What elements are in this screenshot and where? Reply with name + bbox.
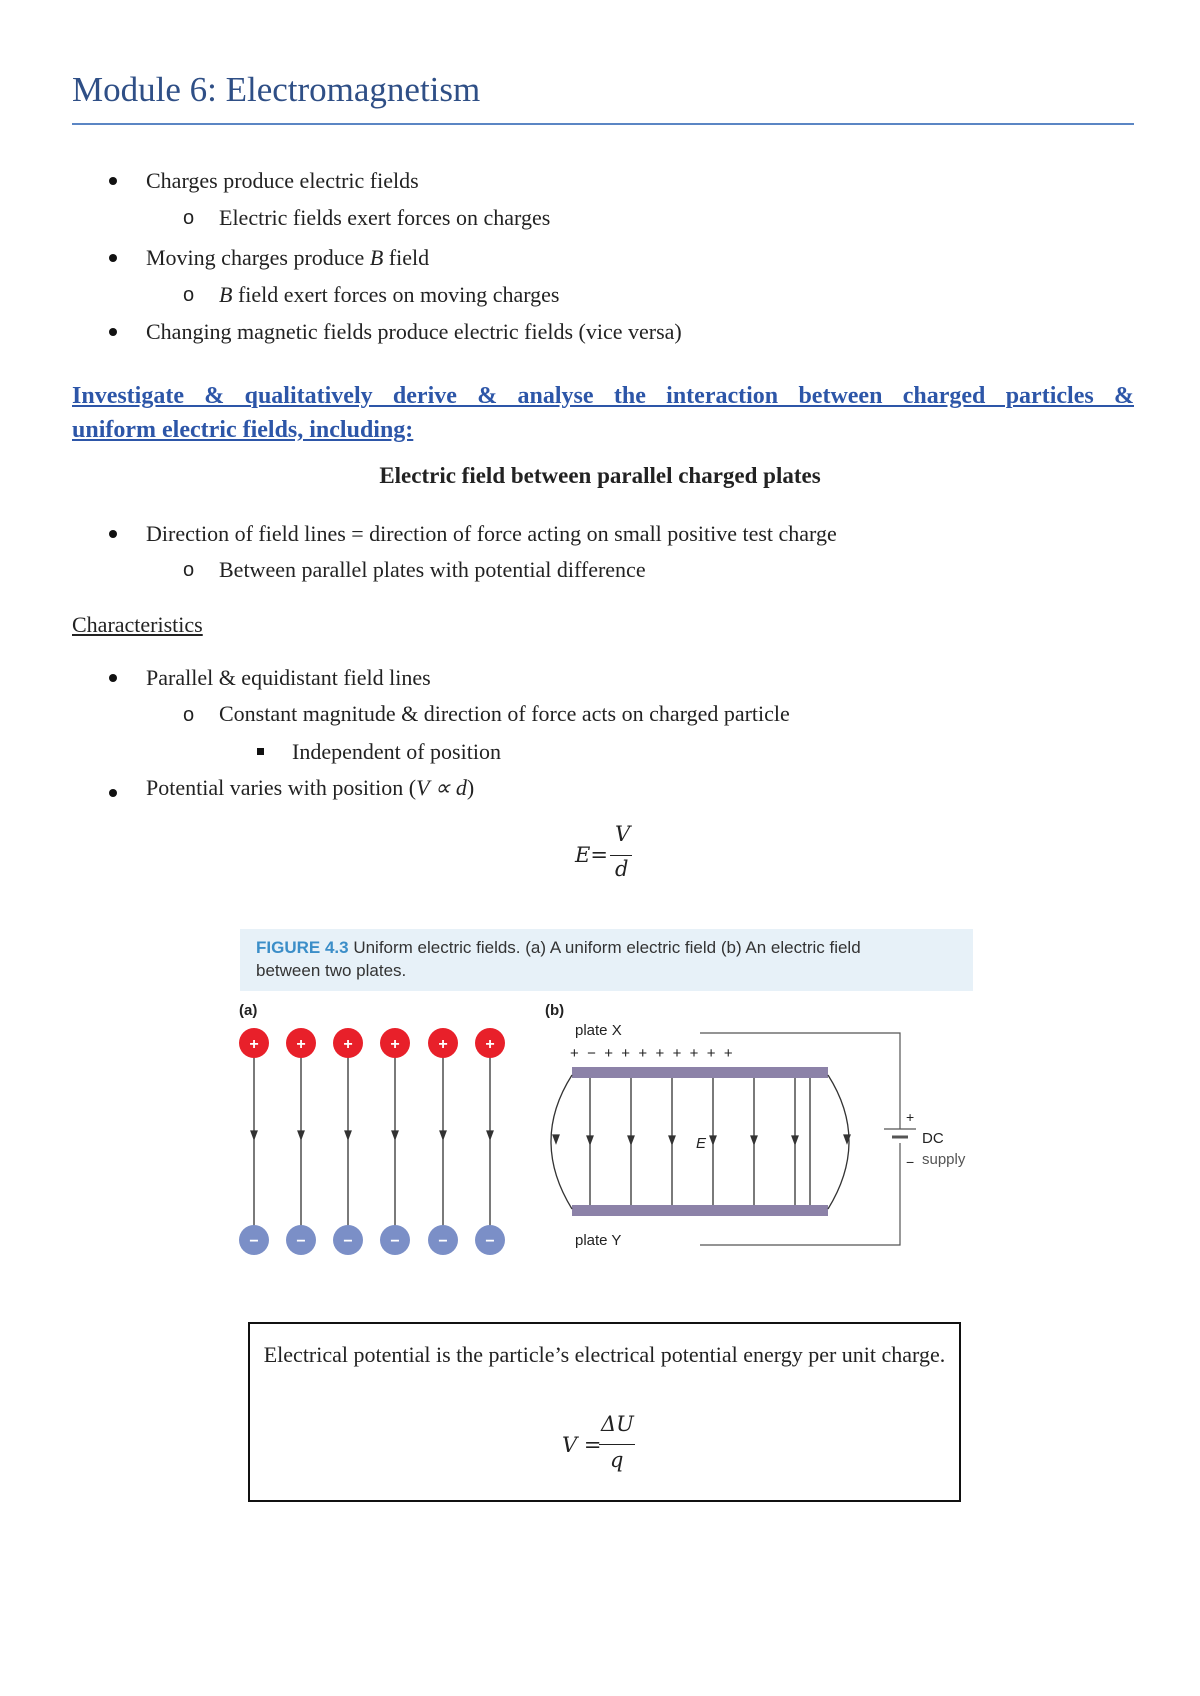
square-bullet-icon <box>257 748 264 755</box>
sub-bullet-icon: o <box>183 559 195 581</box>
svg-text:+: + <box>390 1036 400 1053</box>
field-label: E <box>696 1135 707 1152</box>
positive-charges <box>239 1028 505 1058</box>
sub-bullet-text: Electric fields exert forces on charges <box>219 205 551 230</box>
bullet-dot-icon <box>109 674 117 682</box>
bullet-text: Changing magnetic fields produce electric fields (vice versa) <box>146 319 682 344</box>
supply-label: supply <box>922 1151 966 1168</box>
sub-bullet-icon: o <box>183 704 195 726</box>
svg-text:+: + <box>296 1036 306 1053</box>
plate-x-label: plate X <box>575 1022 622 1039</box>
panel-a-field <box>251 1043 493 1240</box>
svg-text:−: − <box>296 1233 306 1250</box>
bullet-text: Parallel & equidistant field lines <box>146 665 431 690</box>
bullet-dot-icon <box>109 530 117 538</box>
bullet-dot-icon <box>109 177 117 185</box>
formula-lhs: V = <box>562 1433 602 1457</box>
plate-y <box>572 1205 828 1216</box>
formula-denominator: d <box>615 857 629 881</box>
supply-plus: + <box>906 1109 915 1125</box>
svg-text:+: + <box>438 1036 448 1053</box>
sub-bullet-text: Constant magnitude & direction of force acts on charged particle <box>219 701 790 726</box>
panel-a-label: (a) <box>239 1002 258 1019</box>
definition-text: Electrical potential is the particle’s electrical potential energy per unit charge. <box>263 1342 946 1367</box>
panel-b-label: (b) <box>545 1002 565 1019</box>
svg-text:−: − <box>390 1233 400 1250</box>
bullet-text: Charges produce electric fields <box>146 168 419 193</box>
formula-lhs: E= <box>575 843 608 867</box>
sub-sub-bullet-text: Independent of position <box>292 739 501 764</box>
svg-text:−: − <box>438 1233 448 1250</box>
sub-bullet-icon: o <box>183 207 195 229</box>
supply-minus: − <box>906 1154 915 1170</box>
definition-box <box>248 1322 961 1502</box>
svg-text:−: − <box>249 1233 259 1250</box>
uniform-electric-field-figure <box>230 995 990 1270</box>
bullet-text: Moving charges produce B field <box>146 245 430 270</box>
plate-y-label: plate Y <box>575 1232 622 1249</box>
svg-text:−: − <box>485 1233 495 1250</box>
formula-electric-field <box>575 822 655 896</box>
sub-bullet-icon: o <box>183 284 195 306</box>
characteristics-label: Characteristics <box>72 612 203 637</box>
page-title: Module 6: Electromagnetism <box>72 70 481 109</box>
dc-label: DC <box>922 1130 944 1147</box>
svg-text:+: + <box>485 1036 495 1053</box>
svg-text:+: + <box>249 1036 259 1053</box>
section-heading-link[interactable]: Investigate & qualitatively derive & analyse the interaction between charged particles & <box>72 383 1134 409</box>
formula-potential <box>562 1412 652 1486</box>
bullet-dot-icon <box>109 328 117 336</box>
negative-charges <box>239 1225 505 1255</box>
bullet-dot-icon <box>109 789 117 797</box>
sub-bullet-text: B field exert forces on moving charges <box>219 282 560 307</box>
bullet-text: Direction of field lines = direction of force acting on small positive test charge <box>146 521 837 546</box>
plate-x <box>572 1067 828 1078</box>
title-divider <box>72 123 1134 125</box>
section-heading-link[interactable]: uniform electric fields, including: <box>72 417 414 443</box>
bullet-text: Potential varies with position (V ∝ d) <box>146 775 475 800</box>
svg-text:+: + <box>343 1036 353 1053</box>
svg-text:−: − <box>343 1233 353 1250</box>
formula-numerator: V <box>615 822 631 846</box>
figure-caption: FIGURE 4.3 Uniform electric fields. (a) A uniform electric field (b) An electric field <box>256 938 861 957</box>
formula-numerator: ΔU <box>601 1412 634 1436</box>
subheading: Electric field between parallel charged plates <box>379 463 821 488</box>
sub-bullet-text: Between parallel plates with potential difference <box>219 557 646 582</box>
figure-caption-line2: between two plates. <box>256 961 407 980</box>
figure-caption-box <box>240 929 973 991</box>
bullet-dot-icon <box>109 254 117 262</box>
plate-x-signs: + − + + + + + + + + <box>570 1045 733 1062</box>
formula-denominator: q <box>610 1448 624 1472</box>
